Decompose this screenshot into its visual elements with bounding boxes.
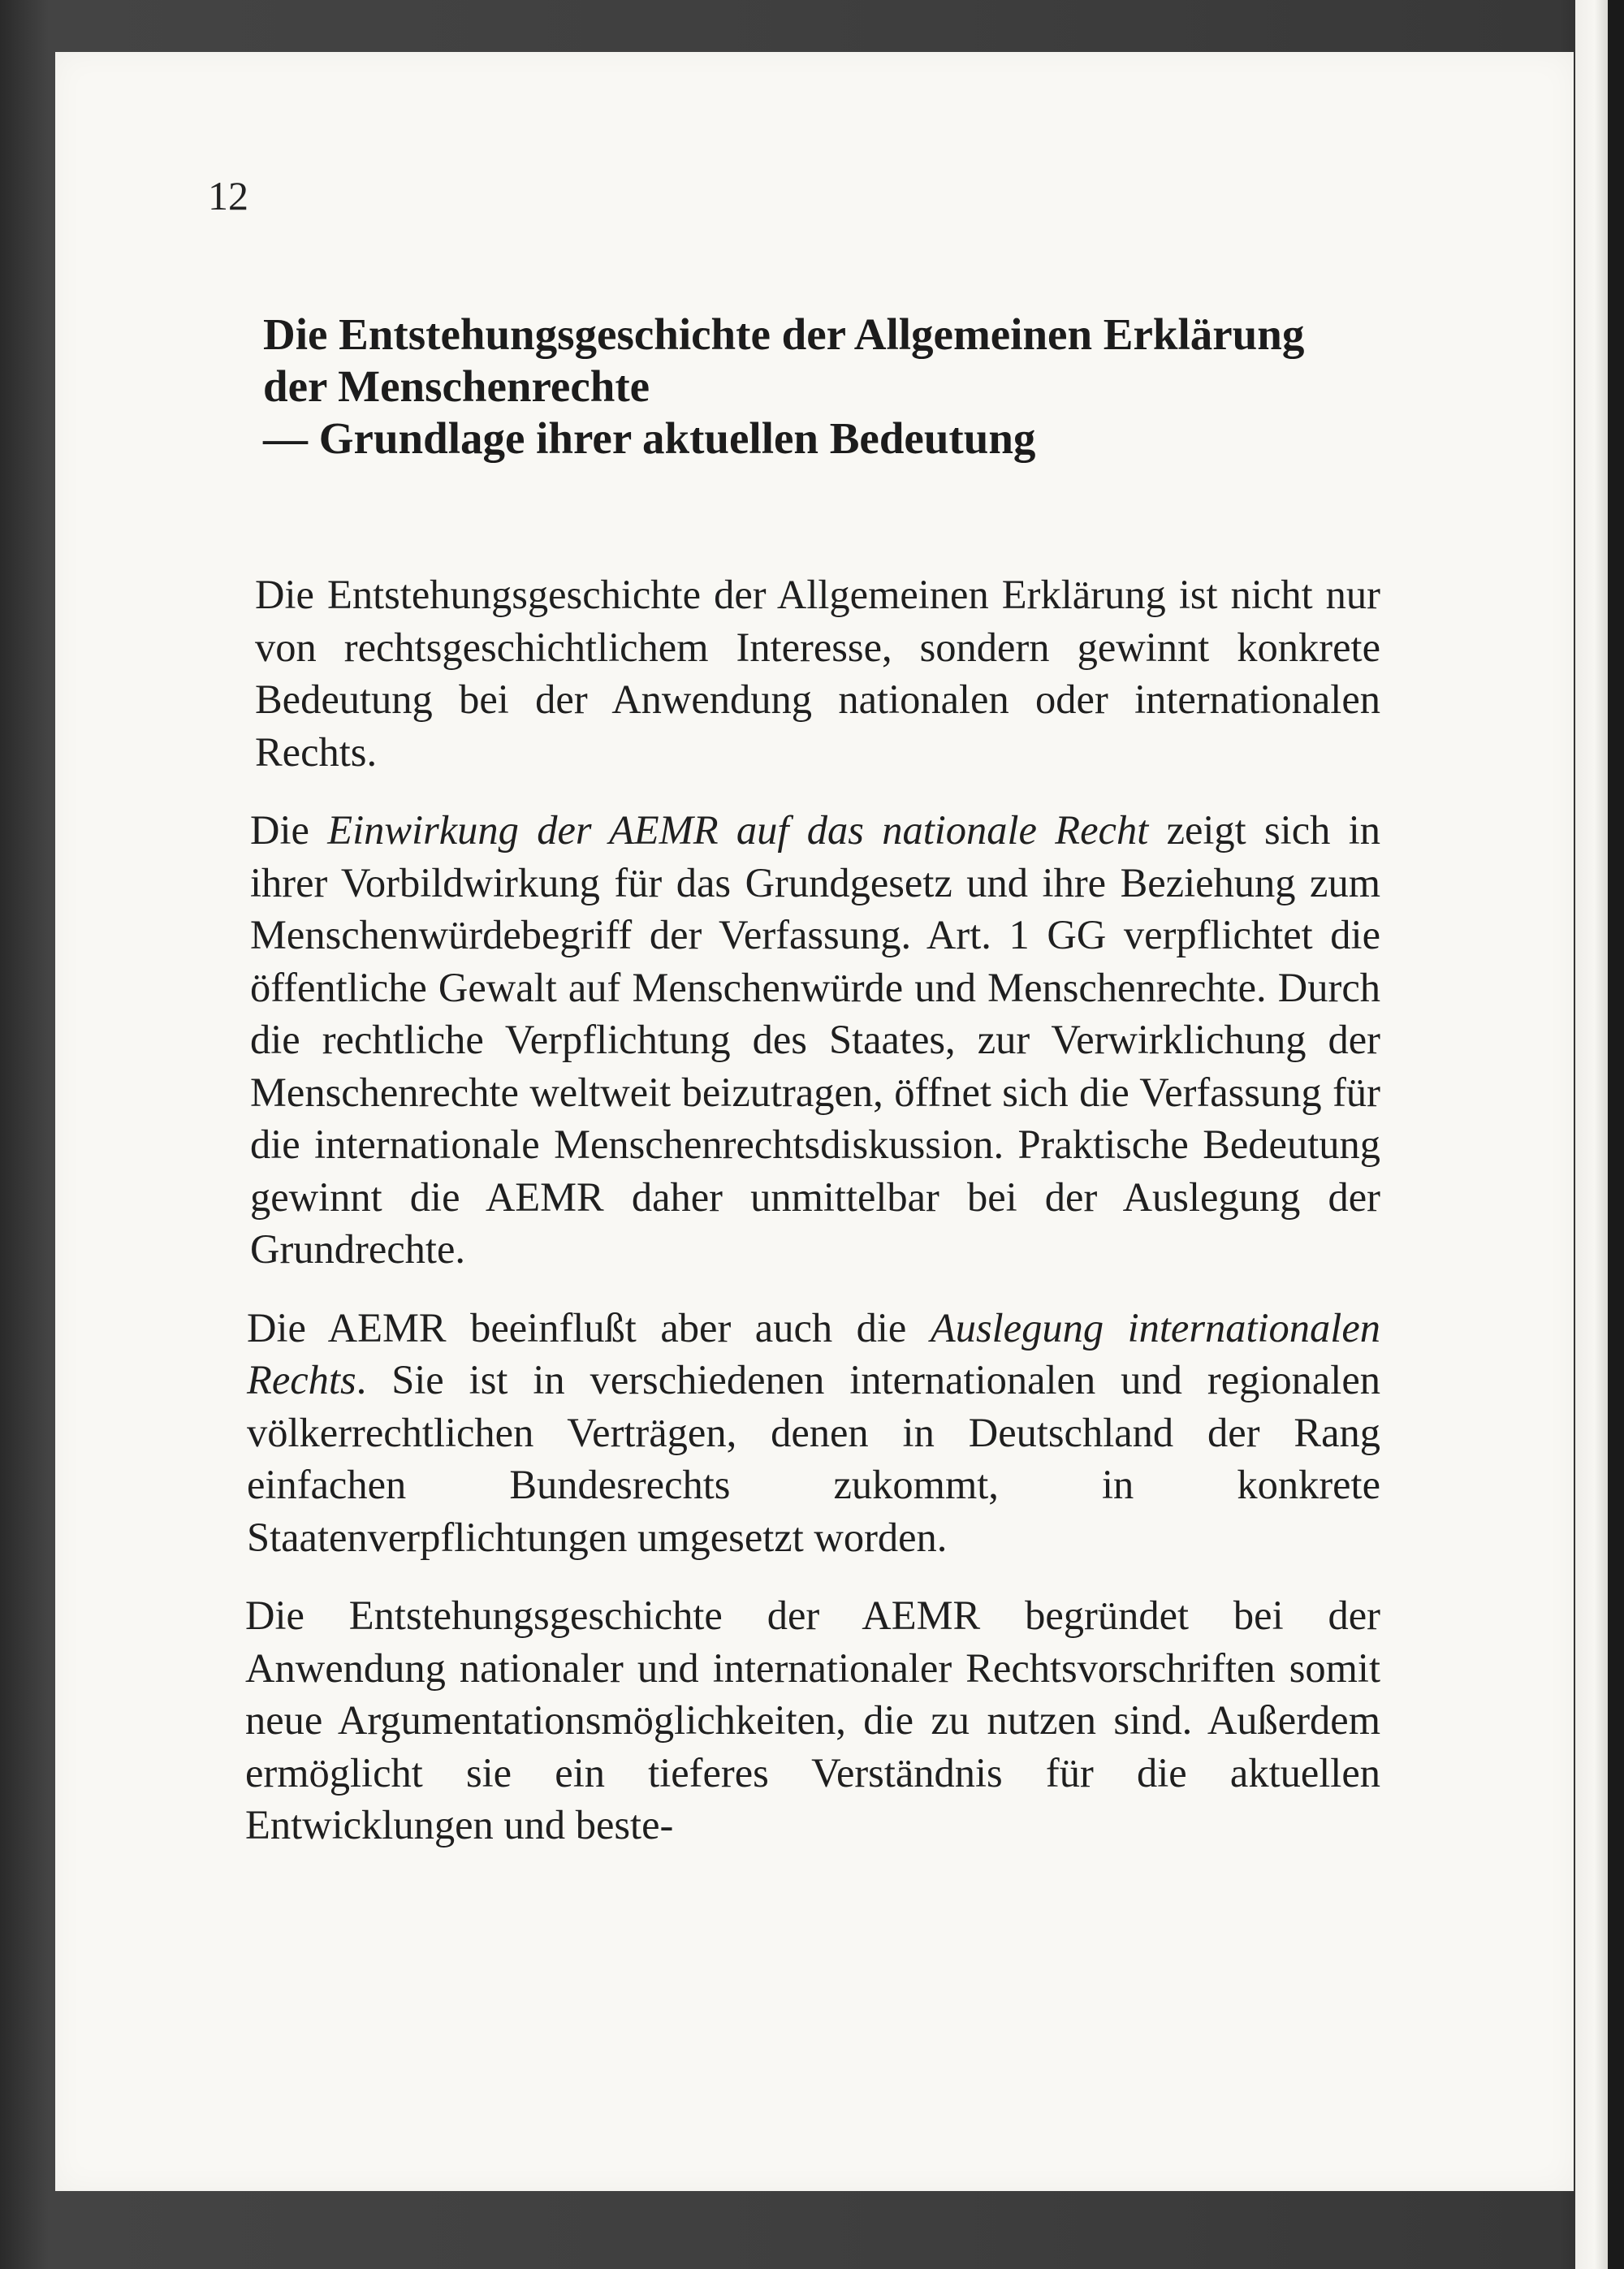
heading-line-3: — Grundlage ihrer aktuellen Bedeutung [263, 413, 1036, 463]
paragraph-2-start: Die [250, 807, 328, 853]
paragraph-3-start: Die AEMR beeinflußt aber auch die [247, 1304, 931, 1351]
page-number: 12 [208, 173, 248, 218]
heading-line-2: der Menschenrechte [263, 361, 650, 411]
paragraph-3 [247, 1302, 1380, 1564]
paragraph-1: Die Entstehungsgeschichte der Allgemeinen Erklärung ist nicht nur von rechtsgeschichtlichem Interesse, sondern gewinnt konkrete Bedeutung bei der Anwendung nationalen oder internationalen Rechts. [255, 572, 1380, 775]
paragraph-2-emphasis: Einwirkung der AEMR auf das nationale Recht [327, 807, 1149, 853]
body-text [245, 568, 1380, 1878]
paragraph-3-rest: . Sie ist in verschiedenen internationalen und regionalen völkerrechtlichen Verträgen, denen in Deutschland der Rang einfachen Bundesrechts zukommt, in konkrete Staatenverpflichtungen umgesetzt worden. [247, 1357, 1380, 1560]
paragraph-2-rest: zeigt sich in ihrer Vorbildwirkung für das Grundgesetz und ihre Beziehung zum Menschenwürdebegriff der Verfassung. Art. 1 GG verpflichtet die öffentliche Gewalt auf Menschenwürde und Menschenrechte. Durch die rechtliche Verpflichtung des Staates, zur Verwirklichung der Menschenrechte weltweit beizutragen, öffnet sich die Verfassung für die internationale Menschenrechtsdiskussion. Praktische Bedeutung gewinnt die AEMR daher unmittelbar bei der Auslegung der Grundrechte. [250, 807, 1380, 1272]
chapter-heading [263, 309, 1384, 465]
scan-border [1608, 0, 1624, 2269]
paragraph-2 [250, 804, 1380, 1276]
paragraph-4: Die Entstehungsgeschichte der AEMR begründet bei der Anwendung nationaler und internationaler Rechtsvorschriften somit neue Argumentationsmöglichkeiten, die zu nutzen sind. Außerdem ermöglicht sie ein tieferes Verständnis für die aktuellen Entwicklungen und beste- [245, 1593, 1380, 1848]
heading-line-1: Die Entstehungsgeschichte der Allgemeinen Erklärung [263, 309, 1305, 359]
paragraph-3-emphasis: Auslegung internationalen Rechts [247, 1304, 1380, 1402]
next-page-edge [1575, 0, 1608, 2269]
